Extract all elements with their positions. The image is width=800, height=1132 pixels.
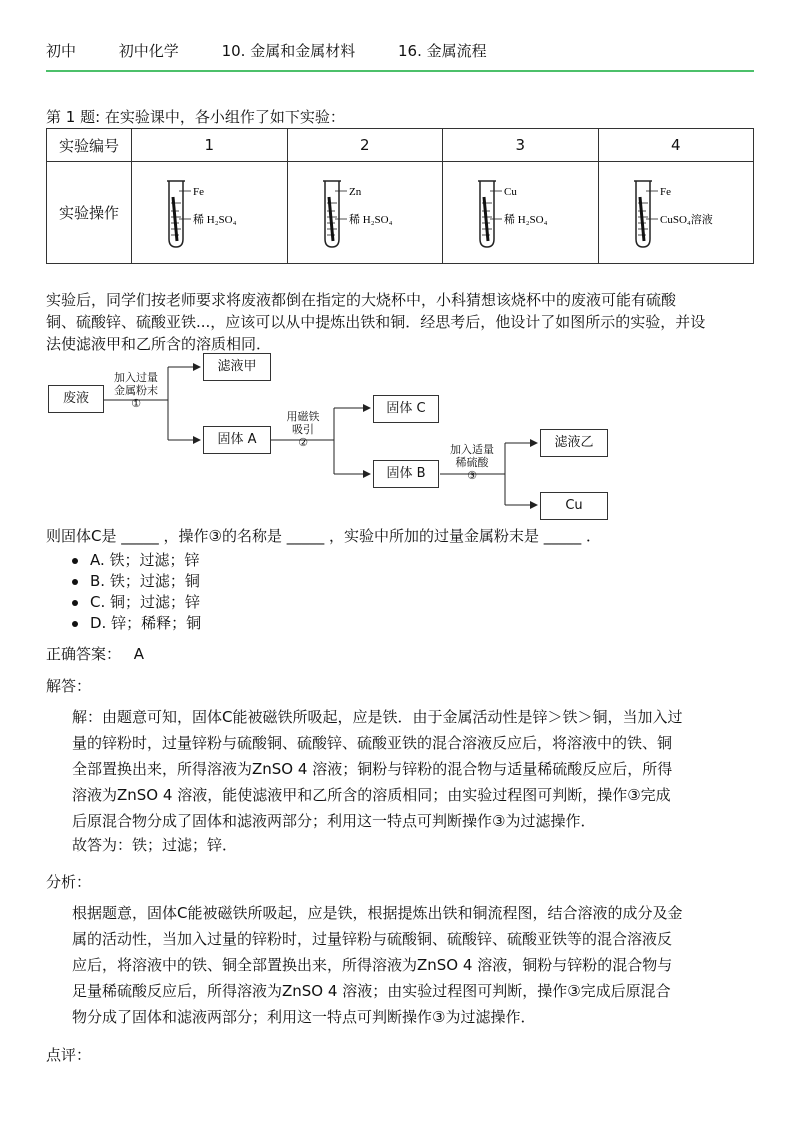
metal-label: Zn <box>348 185 361 198</box>
solution-line: 解：由题意可知，固体C能被磁铁所吸起，应是铁．由于金属活动性是锌＞铁＞铜，当加入过 <box>72 708 683 726</box>
solution-label: 稀 H₂SO₄ <box>348 213 393 226</box>
correct-answer <box>46 643 144 664</box>
experiment-number: 2 <box>287 129 443 162</box>
solution-label: 解答： <box>46 677 92 695</box>
step1-label <box>104 371 168 410</box>
solution-label: 稀 H₂SO₄ <box>193 213 237 226</box>
copper-box: Cu <box>540 492 608 520</box>
option-b[interactable]: B. 铁；过滤；铜 <box>64 571 201 592</box>
analysis-line: 属的活动性，当加入过量的锌粉时，过量锌粉与硫酸铜、硫酸锌、硫酸亚铁等的混合溶液反 <box>72 930 673 948</box>
breadcrumb-topic[interactable]: 16. 金属流程 <box>398 42 487 60</box>
analysis-line: 物分成了固体和滤液两部分；利用这一特点可判断操作③为过滤操作． <box>72 1008 536 1026</box>
analysis-line: 足量稀硫酸反应后，所得溶液为ZnSO 4 溶液；由实验过程图可判断，操作③完成后原混合 <box>72 982 671 1000</box>
correct-answer-label: 正确答案： <box>46 645 122 663</box>
step3-line: 加入适量 <box>450 443 494 456</box>
solution-label: CuSO₄溶液 <box>659 213 713 226</box>
option-d[interactable]: D. 锌；稀释；铜 <box>64 613 201 634</box>
test-tube-diagram <box>460 173 580 253</box>
experiment-number: 4 <box>598 129 754 162</box>
paragraph-line: 实验后，同学们按老师要求将废液都倒在指定的大烧杯中，小科猜想该烧杯中的废液可能有硫酸 <box>46 291 677 309</box>
solid-c-box: 固体 C <box>373 395 439 423</box>
option-a[interactable]: A. 铁；过滤；锌 <box>64 550 201 571</box>
step1-number: ① <box>131 397 141 410</box>
solution-line: 故答为：铁；过滤；锌． <box>72 836 238 854</box>
question-prompt: 则固体C是 _____ ，操作③的名称是 _____ ，实验中所加的过量金属粉末是 _____ ． <box>46 527 602 545</box>
paragraph-line: 铜、硫酸锌、硫酸亚铁...，应该可以从中提炼出铁和铜．经思考后，他设计了如图所示的实验，并设 <box>46 313 706 331</box>
experiment-cell <box>443 162 599 264</box>
step2-number: ② <box>298 436 308 449</box>
breadcrumb-chapter[interactable]: 10. 金属和金属材料 <box>221 42 356 60</box>
analysis-line: 应后，将溶液中的铁、铜全部置换出来，所得溶液为ZnSO 4 溶液，铜粉与锌粉的混合物与 <box>72 956 673 974</box>
experiment-number: 3 <box>443 129 599 162</box>
solution-line: 溶液为ZnSO 4 溶液，能使滤液甲和乙所含的溶质相同；由实验过程图可判断，操作③完成 <box>72 786 671 804</box>
experiment-cell <box>287 162 443 264</box>
breadcrumb <box>46 40 525 61</box>
comment-label: 点评： <box>46 1046 92 1064</box>
answer-options <box>64 550 201 634</box>
step1-line: 加入过量 <box>114 371 158 384</box>
analysis-label: 分析： <box>46 873 92 891</box>
breadcrumb-subject[interactable]: 初中化学 <box>118 42 179 60</box>
header-divider <box>46 70 754 72</box>
step2-label <box>276 410 330 449</box>
experiment-cell <box>598 162 754 264</box>
solution-text <box>72 704 752 856</box>
waste-box: 废液 <box>48 385 104 413</box>
analysis-line: 根据题意，固体C能被磁铁所吸起，应是铁，根据提炼出铁和铜流程图，结合溶液的成分及金 <box>72 904 683 922</box>
solution-label: 稀 H₂SO₄ <box>504 213 548 226</box>
step3-number: ③ <box>467 469 477 482</box>
step3-line: 稀硫酸 <box>455 456 489 469</box>
test-tube-diagram <box>305 173 425 253</box>
correct-answer-value: A <box>133 645 145 663</box>
analysis-text <box>72 900 752 1030</box>
table-row-label: 实验操作 <box>47 162 132 264</box>
question-title: 第 1 题: 在实验课中，各小组作了如下实验： <box>46 108 345 126</box>
breadcrumb-level[interactable]: 初中 <box>46 42 77 60</box>
step2-line: 吸引 <box>292 423 314 436</box>
solid-a-box: 固体 A <box>203 426 271 454</box>
step3-label <box>442 443 502 482</box>
paragraph-line: 法使滤液甲和乙所含的溶质相同． <box>46 335 272 353</box>
filtrate-a-box: 滤液甲 <box>203 353 271 381</box>
solution-line: 全部置换出来，所得溶液为ZnSO 4 溶液；铜粉与锌粉的混合物与适量稀硫酸反应后，所得 <box>72 760 673 778</box>
step1-line: 金属粉末 <box>114 384 158 397</box>
metal-label: Fe <box>659 185 671 198</box>
filtrate-b-box: 滤液乙 <box>540 429 608 457</box>
experiment-cell <box>132 162 288 264</box>
solution-line: 后原混合物分成了固体和滤液两部分；利用这一特点可判断操作③为过滤操作． <box>72 812 596 830</box>
test-tube-diagram <box>616 173 736 253</box>
option-c[interactable]: C. 铜；过滤；锌 <box>64 592 201 613</box>
solution-line: 量的锌粉时，过量锌粉与硫酸铜、硫酸锌、硫酸亚铁的混合溶液反应后，将溶液中的铁、铜 <box>72 734 673 752</box>
step2-line: 用磁铁 <box>286 410 320 423</box>
test-tube-diagram <box>149 173 269 253</box>
solid-b-box: 固体 B <box>373 460 439 488</box>
metal-label: Fe <box>193 185 205 198</box>
metal-label: Cu <box>504 185 518 198</box>
experiment-number: 1 <box>132 129 288 162</box>
experiment-table <box>46 128 754 264</box>
table-header-label: 实验编号 <box>47 129 132 162</box>
